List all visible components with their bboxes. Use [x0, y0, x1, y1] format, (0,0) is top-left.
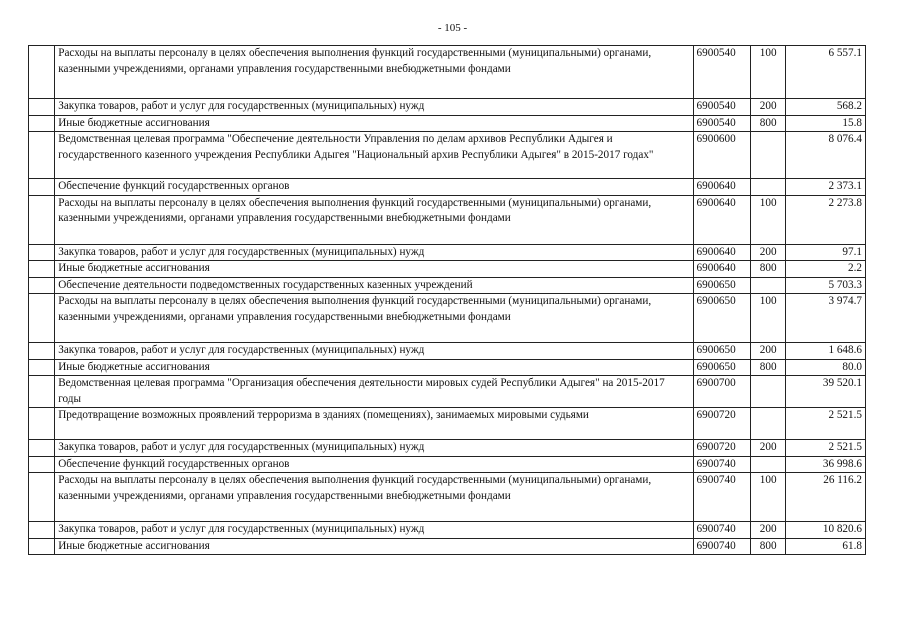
- expense-name-cell: Закупка товаров, работ и услуг для государственных (муниципальных) нужд: [55, 440, 693, 457]
- expense-type-code-cell: 800: [751, 261, 786, 278]
- blank-cell: [29, 538, 55, 555]
- expense-name-cell: Расходы на выплаты персоналу в целях обеспечения выполнения функций государственными (муниципальными) органами, казенными учреждениями, органами управления государственными внебюджетными фондами: [55, 294, 693, 343]
- expense-type-code-cell: 800: [751, 359, 786, 376]
- target-article-code-cell: 6900740: [693, 522, 750, 539]
- expense-type-code-cell: 200: [751, 244, 786, 261]
- table-row: [29, 522, 866, 539]
- amount-cell: 5 703.3: [786, 277, 866, 294]
- target-article-code-cell: 6900650: [693, 277, 750, 294]
- amount-cell: 26 116.2: [786, 473, 866, 522]
- table-row: [29, 359, 866, 376]
- expense-name-cell: Закупка товаров, работ и услуг для государственных (муниципальных) нужд: [55, 244, 693, 261]
- expense-type-code-cell: 200: [751, 343, 786, 360]
- amount-cell: 2 521.5: [786, 440, 866, 457]
- blank-cell: [29, 473, 55, 522]
- page-number: - 105 -: [437, 22, 468, 34]
- target-article-code-cell: 6900540: [693, 115, 750, 132]
- expense-type-code-cell: [751, 277, 786, 294]
- target-article-code-cell: 6900650: [693, 359, 750, 376]
- table-row: [29, 277, 866, 294]
- expense-type-code-cell: 800: [751, 115, 786, 132]
- amount-cell: 61.8: [786, 538, 866, 555]
- target-article-code-cell: 6900600: [693, 132, 750, 179]
- blank-cell: [29, 522, 55, 539]
- blank-cell: [29, 456, 55, 473]
- target-article-code-cell: 6900640: [693, 244, 750, 261]
- expense-type-code-cell: [751, 179, 786, 196]
- target-article-code-cell: 6900700: [693, 376, 750, 408]
- table-row: [29, 46, 866, 99]
- expense-name-cell: Обеспечение деятельности подведомственных государственных казенных учреждений: [55, 277, 693, 294]
- amount-cell: 3 974.7: [786, 294, 866, 343]
- amount-cell: 568.2: [786, 99, 866, 116]
- amount-cell: 2 521.5: [786, 408, 866, 440]
- target-article-code-cell: 6900640: [693, 179, 750, 196]
- expense-name-cell: Закупка товаров, работ и услуг для государственных (муниципальных) нужд: [55, 99, 693, 116]
- expense-type-code-cell: [751, 132, 786, 179]
- table-row: [29, 538, 866, 555]
- target-article-code-cell: 6900650: [693, 294, 750, 343]
- table-row: [29, 115, 866, 132]
- expense-name-cell: Ведомственная целевая программа "Организация обеспечения деятельности мировых судей Республики Адыгея" на 2015-2017 годы: [55, 376, 693, 408]
- amount-cell: 36 998.6: [786, 456, 866, 473]
- expense-type-code-cell: 100: [751, 195, 786, 244]
- table-row: [29, 99, 866, 116]
- table-row: [29, 195, 866, 244]
- expense-name-cell: Закупка товаров, работ и услуг для государственных (муниципальных) нужд: [55, 522, 693, 539]
- blank-cell: [29, 277, 55, 294]
- blank-cell: [29, 408, 55, 440]
- table-row: [29, 294, 866, 343]
- table-row: [29, 179, 866, 196]
- blank-cell: [29, 244, 55, 261]
- target-article-code-cell: 6900640: [693, 195, 750, 244]
- blank-cell: [29, 294, 55, 343]
- table-row: [29, 343, 866, 360]
- blank-cell: [29, 195, 55, 244]
- expense-name-cell: Обеспечение функций государственных органов: [55, 179, 693, 196]
- expense-type-code-cell: 200: [751, 522, 786, 539]
- expense-name-cell: Обеспечение функций государственных органов: [55, 456, 693, 473]
- target-article-code-cell: 6900650: [693, 343, 750, 360]
- table-row: [29, 473, 866, 522]
- target-article-code-cell: 6900740: [693, 473, 750, 522]
- table-row: [29, 408, 866, 440]
- expense-type-code-cell: 200: [751, 99, 786, 116]
- expense-name-cell: Иные бюджетные ассигнования: [55, 538, 693, 555]
- table-row: [29, 456, 866, 473]
- table-row: [29, 440, 866, 457]
- budget-table-body: [29, 46, 866, 555]
- budget-table: [28, 45, 866, 555]
- blank-cell: [29, 115, 55, 132]
- amount-cell: 10 820.6: [786, 522, 866, 539]
- blank-cell: [29, 359, 55, 376]
- expense-type-code-cell: [751, 408, 786, 440]
- blank-cell: [29, 440, 55, 457]
- table-row: [29, 261, 866, 278]
- expense-type-code-cell: 800: [751, 538, 786, 555]
- target-article-code-cell: 6900740: [693, 538, 750, 555]
- amount-cell: 6 557.1: [786, 46, 866, 99]
- amount-cell: 8 076.4: [786, 132, 866, 179]
- blank-cell: [29, 343, 55, 360]
- expense-name-cell: Ведомственная целевая программа "Обеспечение деятельности Управления по делам архивов Республики Адыгея и государственного казенного учреждения Республики Адыгея "Национальный архив Республики Адыгея" в 2015-2017 годах": [55, 132, 693, 179]
- blank-cell: [29, 376, 55, 408]
- expense-name-cell: Иные бюджетные ассигнования: [55, 115, 693, 132]
- amount-cell: 2 273.8: [786, 195, 866, 244]
- expense-name-cell: Предотвращение возможных проявлений терроризма в зданиях (помещениях), занимаемых мировыми судьями: [55, 408, 693, 440]
- amount-cell: 15.8: [786, 115, 866, 132]
- target-article-code-cell: 6900640: [693, 261, 750, 278]
- expense-name-cell: Иные бюджетные ассигнования: [55, 261, 693, 278]
- amount-cell: 39 520.1: [786, 376, 866, 408]
- target-article-code-cell: 6900540: [693, 99, 750, 116]
- table-row: [29, 244, 866, 261]
- expense-name-cell: Расходы на выплаты персоналу в целях обеспечения выполнения функций государственными (муниципальными) органами, казенными учреждениями, органами управления государственными внебюджетными фондами: [55, 46, 693, 99]
- blank-cell: [29, 99, 55, 116]
- amount-cell: 97.1: [786, 244, 866, 261]
- table-row: [29, 376, 866, 408]
- expense-name-cell: Иные бюджетные ассигнования: [55, 359, 693, 376]
- expense-type-code-cell: 100: [751, 46, 786, 99]
- blank-cell: [29, 179, 55, 196]
- expense-type-code-cell: [751, 376, 786, 408]
- expense-name-cell: Расходы на выплаты персоналу в целях обеспечения выполнения функций государственными (муниципальными) органами, казенными учреждениями, органами управления государственными внебюджетными фондами: [55, 473, 693, 522]
- table-row: [29, 132, 866, 179]
- expense-type-code-cell: 200: [751, 440, 786, 457]
- target-article-code-cell: 6900540: [693, 46, 750, 99]
- blank-cell: [29, 132, 55, 179]
- blank-cell: [29, 46, 55, 99]
- target-article-code-cell: 6900720: [693, 408, 750, 440]
- amount-cell: 2.2: [786, 261, 866, 278]
- expense-type-code-cell: 100: [751, 473, 786, 522]
- target-article-code-cell: 6900720: [693, 440, 750, 457]
- amount-cell: 80.0: [786, 359, 866, 376]
- expense-type-code-cell: 100: [751, 294, 786, 343]
- expense-name-cell: Закупка товаров, работ и услуг для государственных (муниципальных) нужд: [55, 343, 693, 360]
- amount-cell: 2 373.1: [786, 179, 866, 196]
- amount-cell: 1 648.6: [786, 343, 866, 360]
- target-article-code-cell: 6900740: [693, 456, 750, 473]
- expense-name-cell: Расходы на выплаты персоналу в целях обеспечения выполнения функций государственными (муниципальными) органами, казенными учреждениями, органами управления государственными внебюджетными фондами: [55, 195, 693, 244]
- expense-type-code-cell: [751, 456, 786, 473]
- blank-cell: [29, 261, 55, 278]
